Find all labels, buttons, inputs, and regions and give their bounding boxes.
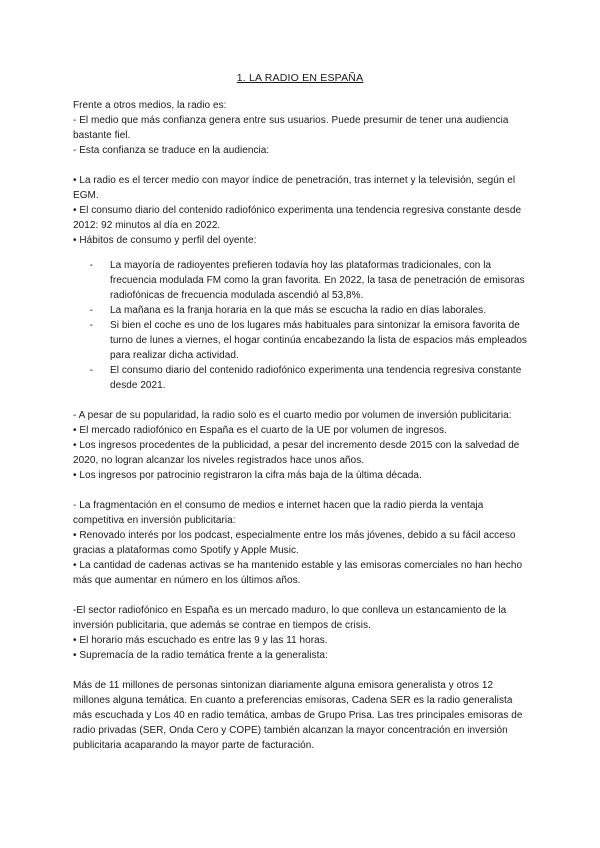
audience-bullet: • Hábitos de consumo y perfil del oyente: (73, 235, 257, 246)
list-item (89, 363, 528, 393)
intro-line: - Esta confianza se traduce en la audiencia: (73, 145, 270, 156)
dash-marker: - (89, 365, 93, 376)
dash-marker: - (89, 320, 93, 331)
habit-text: El consumo diario del contenido radiofónico experimenta una tendencia regresiva constante desde 2021. (110, 365, 522, 391)
spacer (73, 158, 528, 173)
habits-list (89, 258, 528, 393)
list-item (89, 258, 528, 303)
habit-text: Si bien el coche es uno de los lugares más habituales para sintonizar la emisora favorita de turno de lunes a viernes, el hogar continúa encabezando la lista de espacios más empleados para realizar dicha actividad. (110, 320, 527, 361)
investment-line: • El mercado radiofónico en España es el cuarto de la UE por volumen de ingresos. (73, 425, 447, 436)
list-item (89, 318, 528, 363)
investment-line: • Los ingresos por patrocinio registraron la cifra más baja de la última década. (73, 470, 422, 481)
investment-line: - A pesar de su popularidad, la radio solo es el cuarto medio por volumen de inversión publicitaria: (73, 410, 512, 421)
sector-line: -El sector radiofónico en España es un mercado maduro, lo que conlleva un estancamiento de la inversión publicitaria, que además se contrae en tiempos de crisis. (73, 605, 507, 631)
investment-line: • Los ingresos procedentes de la publicidad, a pesar del incremento desde 2015 con la salvedad de 2020, no logran alcanzar los niveles registrados hace unos años. (73, 440, 520, 466)
sector-line: • Supremacía de la radio temática frente a la generalista: (73, 650, 328, 661)
dash-marker: - (89, 305, 93, 316)
closing-paragraph: Más de 11 millones de personas sintonizan diariamente alguna emisora generalista y otros 12 millones alguna temática. En cuanto a preferencias emisoras, Cadena SER es la radio generalista más escuchada y Los 40 en radio temática, ambas de Grupo Prisa. Las tres principales emisoras de radio privadas (SER, Onda Cero y COPE) también alcanzan la mayor concentración en inversión publicitaria acaparando la mayor parte de facturación. (73, 680, 523, 751)
habit-text: La mañana es la franja horaria en la que más se escucha la radio en días laborales. (110, 305, 487, 316)
page-title: 1. LA RADIO EN ESPAÑA (236, 72, 364, 84)
dash-marker: - (89, 260, 93, 271)
fragmentation-line: • La cantidad de cadenas activas se ha mantenido estable y las emisoras comerciales no han hecho más que aumentar en número en los últimos años. (73, 560, 523, 586)
spacer (73, 393, 528, 408)
document-body (73, 98, 528, 753)
spacer (73, 588, 528, 603)
fragmentation-line: - La fragmentación en el consumo de medios e internet hacen que la radio pierda la ventaja competitiva en inversión publicitaria: (73, 500, 484, 526)
spacer (73, 483, 528, 498)
intro-line: - El medio que más confianza genera entre sus usuarios. Puede presumir de tener una audiencia bastante fiel. (73, 115, 509, 141)
spacer (73, 663, 528, 678)
audience-bullet: • El consumo diario del contenido radiofónico experimenta una tendencia regresiva constante desde 2012: 92 minutos al día en 2022. (73, 205, 522, 231)
list-item (89, 303, 528, 318)
spacer (73, 248, 528, 258)
intro-line: Frente a otros medios, la radio es: (73, 100, 227, 111)
habit-text: La mayoría de radioyentes prefieren todavía hoy las plataformas tradicionales, con la frecuencia modulada FM como la gran favorita. En 2022, la tasa de penetración de emisoras radiofónicas de frecuencia modulada ascendió al 53,8%. (110, 260, 525, 301)
fragmentation-line: • Renovado interés por los podcast, especialmente entre los más jóvenes, debido a su fácil acceso gracias a plataformas como Spotify y Apple Music. (73, 530, 516, 556)
sector-line: • El horario más escuchado es entre las 9 y las 11 horas. (73, 635, 328, 646)
audience-bullet: • La radio es el tercer medio con mayor índice de penetración, tras internet y la televisión, según el EGM. (73, 175, 516, 201)
